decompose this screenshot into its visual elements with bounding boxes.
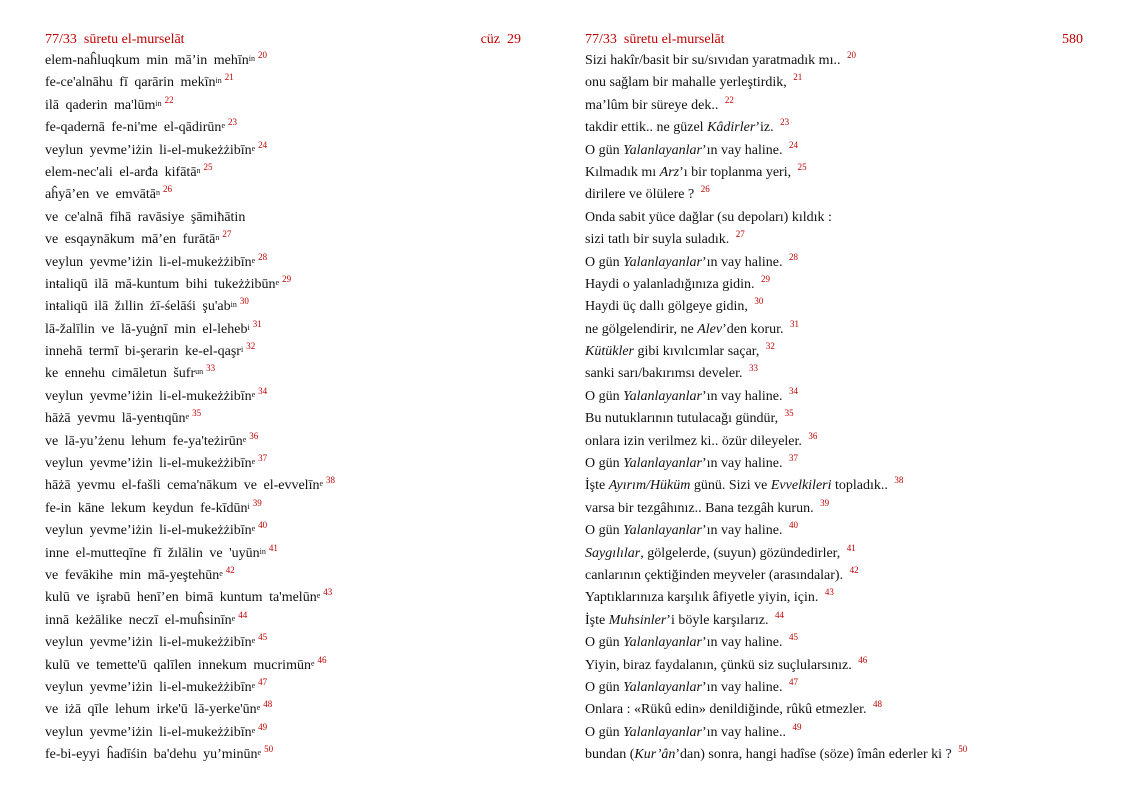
verse-number: 22	[164, 94, 174, 105]
translation-text: Yiyin, biraz faydalanın, çünkü siz suçlularsınız.	[585, 657, 856, 673]
verse-number: 27	[735, 229, 745, 240]
verse-line	[45, 587, 521, 609]
translation-line	[585, 296, 1083, 318]
translation-text: onu sağlam bir mahalle yerleştirdik,	[585, 75, 791, 91]
verse-number: 28	[258, 251, 268, 262]
verse-line	[45, 72, 521, 94]
translation-line	[585, 341, 1083, 363]
translation-text: Yaptıklarınıza karşılık âfiyetle yiyin, için.	[585, 590, 822, 606]
translation-text: canlarının çektiğinden meyveler (arasındalar).	[585, 567, 847, 583]
verse-text: hāżā yevmu el-fašli cema'nākum ve el-evvelīn	[45, 478, 320, 494]
verse-number: 32	[765, 341, 775, 352]
translation-text: O gün	[585, 679, 624, 695]
verse-text: fe-qadernā fe-ni'me el-qādirūn	[45, 120, 222, 136]
verse-ending: e	[257, 748, 262, 758]
verse-number: 39	[820, 497, 830, 508]
verse-line	[45, 408, 521, 430]
verse-line	[45, 341, 521, 363]
verse-number: 20	[258, 50, 268, 60]
translation-text: Haydi o yalanladığınıza gidin.	[585, 276, 759, 292]
translation-text: ’ın vay haline.	[701, 523, 786, 539]
translation-line	[585, 117, 1083, 139]
translation-text: O gün	[585, 254, 624, 270]
translation-text: İşte	[585, 612, 609, 628]
verse-line	[45, 610, 521, 632]
verse-text: veylun yevme’iżin li-el-mukeżżibīn	[45, 724, 252, 740]
verse-line	[45, 655, 521, 677]
verse-ending: e	[251, 680, 256, 690]
verse-ending: e	[256, 703, 261, 713]
verse-number: 35	[192, 408, 202, 419]
verse-ending: e	[251, 255, 256, 265]
translation-text: Onlara : «Rükû edin» denildiğinde, rûkû etmezler.	[585, 702, 870, 718]
translation-text: dirilere ve ölülere ?	[585, 187, 698, 203]
verse-ending: i	[247, 501, 250, 511]
verse-number: 32	[246, 341, 256, 352]
verse-number: 33	[748, 363, 758, 374]
verse-number: 35	[784, 408, 794, 419]
verse-number: 38	[326, 475, 336, 486]
page-number: 580	[1062, 32, 1083, 47]
translation-text: sanki sarı/bakırımsı develer.	[585, 366, 746, 382]
translation-line	[585, 587, 1083, 609]
translation-line	[585, 252, 1083, 274]
verse-line	[45, 184, 521, 206]
translation-line	[585, 50, 1083, 72]
emphasized-term: Yalanlayanlar	[623, 456, 702, 472]
verse-text: inŧaliqū ilā žıllin żī-śelāśi şu'ab	[45, 299, 231, 315]
translation-text: Haydi üç dallı gölgeye gidin,	[585, 299, 752, 315]
translation-text: ’ın vay haline.	[701, 456, 786, 472]
verse-number: 31	[252, 318, 262, 329]
translation-line	[585, 72, 1083, 94]
verse-line	[45, 319, 521, 341]
verse-ending: n	[196, 165, 201, 175]
translation-text: varsa bir tezgâhınız.. Bana tezgâh kurun.	[585, 500, 818, 516]
verse-line	[45, 744, 521, 766]
translation-text: ’ın vay haline..	[701, 724, 790, 740]
verse-ending: e	[251, 389, 256, 399]
translation-text: İşte	[585, 478, 609, 494]
translation-line	[585, 520, 1083, 542]
emphasized-term: Arz	[659, 164, 680, 180]
verse-line	[45, 520, 521, 542]
verse-text: fe-bi-eyyi ĥadīśin ba'dehu yu’minūn	[45, 747, 258, 763]
verse-number: 42	[225, 564, 235, 575]
verse-number: 48	[872, 699, 882, 710]
translation-text: ’den korur.	[722, 321, 787, 337]
translation-text: Onda sabit yüce dağlar (su depoları) kıldık :	[585, 209, 832, 225]
emphasized-term: Yalanlayanlar	[623, 679, 702, 695]
verse-text: ve ce'alnā fīhā ravāsiye şāmiħātin	[45, 209, 246, 225]
translation-line	[585, 162, 1083, 184]
verse-text: fe-in kāne lekum keydun fe-kīdūn	[45, 500, 248, 516]
verse-line	[45, 475, 521, 497]
left-verse-list	[45, 50, 521, 767]
verse-number: 28	[788, 251, 798, 262]
verse-number: 29	[761, 273, 771, 284]
translation-line	[585, 386, 1083, 408]
verse-number: 43	[824, 587, 834, 598]
translation-text: ’ı bir toplanma yeri,	[679, 164, 795, 180]
verse-text: ilā qaderin ma'lūm	[45, 97, 156, 113]
verse-line	[45, 162, 521, 184]
translation-line	[585, 655, 1083, 677]
verse-number: 29	[282, 273, 292, 284]
verse-line	[45, 207, 521, 229]
verse-ending: e	[251, 524, 256, 534]
verse-number: 26	[162, 184, 172, 195]
translation-text: topladık..	[831, 478, 892, 494]
verse-line	[45, 296, 521, 318]
verse-ending: e	[310, 658, 315, 668]
verse-ending: e	[185, 412, 190, 422]
translation-text: ne gölgelendirir, ne	[585, 321, 698, 337]
translation-line	[585, 610, 1083, 632]
verse-number: 50	[958, 744, 968, 755]
verse-text: ke ennehu cimāletun šufr	[45, 366, 196, 382]
translation-text: O gün	[585, 388, 624, 404]
verse-number: 46	[317, 654, 327, 665]
verse-text: ve esqaynākum mā’en furātā	[45, 232, 216, 248]
verse-number: 40	[258, 520, 268, 531]
right-page-translation	[585, 30, 1083, 767]
verse-ending: e	[242, 434, 247, 444]
verse-ending: n	[215, 233, 220, 243]
verse-number: 34	[788, 385, 798, 396]
verse-line	[45, 498, 521, 520]
verse-ending: e	[251, 725, 256, 735]
verse-number: 44	[238, 609, 248, 620]
verse-number: 49	[792, 721, 802, 732]
verse-number: 37	[258, 453, 268, 464]
verse-number: 43	[323, 587, 333, 598]
verse-number: 34	[258, 385, 268, 396]
verse-text: veylun yevme’iżin li-el-mukeżżibīn	[45, 254, 252, 270]
translation-line	[585, 431, 1083, 453]
verse-number: 39	[252, 497, 262, 508]
left-surah-title: 77/33 sūretu el-murselāt	[45, 32, 185, 47]
verse-text: aĥyā’en ve emvātā	[45, 187, 156, 203]
translation-text: O gün	[585, 635, 624, 651]
left-juz-label: cüz 29	[480, 32, 521, 47]
verse-number: 21	[793, 72, 803, 83]
left-page-transliteration	[45, 30, 521, 767]
translation-line	[585, 363, 1083, 385]
translation-text: bundan (	[585, 747, 635, 763]
translation-line	[585, 677, 1083, 699]
verse-text: innehā termī bi-şerarin ke-el-qaşr	[45, 344, 241, 360]
verse-line	[45, 386, 521, 408]
verse-ending: e	[221, 121, 225, 131]
verse-number: 22	[724, 94, 734, 105]
verse-number: 41	[846, 542, 856, 553]
emphasized-term: Evvelkileri	[770, 478, 832, 494]
translation-text: ma’lûm bir süreye dek..	[585, 97, 722, 113]
verse-line	[45, 50, 521, 72]
verse-number: 48	[263, 699, 273, 710]
verse-text: veylun yevme’iżin li-el-mukeżżibīn	[45, 456, 252, 472]
right-page-header	[585, 30, 1083, 50]
verse-line	[45, 431, 521, 453]
emphasized-term: Kur’ân	[634, 747, 676, 763]
verse-line	[45, 543, 521, 565]
verse-number: 42	[849, 564, 859, 575]
verse-ending: i	[247, 322, 250, 332]
translation-text: ’dan) sonra, hangi hadîse (söze) îmân ederler ki ?	[675, 747, 956, 763]
translation-line	[585, 475, 1083, 497]
translation-line	[585, 699, 1083, 721]
verse-text: innā keżālike neczī el-muĥsinīn	[45, 612, 232, 628]
verse-line	[45, 274, 521, 296]
verse-number: 24	[258, 139, 268, 150]
translation-text: O gün	[585, 523, 624, 539]
translation-text: Sizi hakîr/basit bir su/sıvıdan yaratmadık mı..	[585, 53, 844, 68]
translation-line	[585, 543, 1083, 565]
verse-line	[45, 252, 521, 274]
verse-ending: e	[251, 636, 256, 646]
translation-line	[585, 408, 1083, 430]
translation-line	[585, 722, 1083, 744]
verse-number: 27	[222, 229, 232, 240]
translation-text: O gün	[585, 456, 624, 472]
verse-line	[45, 363, 521, 385]
verse-line	[45, 565, 521, 587]
translation-text: ’iz.	[755, 120, 778, 136]
verse-number: 23	[780, 117, 790, 128]
verse-number: 46	[858, 654, 868, 665]
verse-number: 38	[894, 475, 904, 486]
verse-ending: e	[275, 277, 280, 287]
translation-line	[585, 229, 1083, 251]
verse-ending: n	[155, 188, 160, 198]
emphasized-term: Kütükler	[585, 344, 634, 360]
emphasized-term: Yalanlayanlar	[623, 523, 702, 539]
verse-line	[45, 677, 521, 699]
verse-text: ve fevākihe min mā-yeştehūn	[45, 567, 220, 583]
verse-text: veylun yevme’iżin li-el-mukeżżibīn	[45, 635, 252, 651]
translation-line	[585, 274, 1083, 296]
verse-number: 49	[258, 721, 268, 732]
verse-line	[45, 453, 521, 475]
verse-line	[45, 117, 521, 139]
translation-line	[585, 184, 1083, 206]
verse-number: 36	[808, 430, 818, 441]
right-surah-title: 77/33 sūretu el-murselāt	[585, 32, 725, 47]
verse-number: 36	[249, 430, 259, 441]
translation-text: ’ın vay haline.	[701, 388, 786, 404]
emphasized-term: Yalanlayanlar	[623, 388, 702, 404]
verse-number: 30	[239, 296, 249, 307]
translation-line	[585, 207, 1083, 229]
verse-text: fe-ce'alnāhu fī qarārin mekīn	[45, 75, 216, 91]
verse-ending: e	[251, 143, 256, 153]
verse-number: 45	[258, 632, 268, 643]
translation-text: gibi kıvılcımlar saçar,	[634, 344, 763, 360]
verse-number: 24	[788, 139, 798, 150]
emphasized-term: Saygılılar	[585, 545, 641, 561]
emphasized-term: Yalanlayanlar	[623, 635, 702, 651]
translation-line	[585, 632, 1083, 654]
translation-text: , gölgelerde, (suyun) gözündedirler,	[640, 545, 844, 561]
verse-number: 33	[206, 363, 216, 374]
emphasized-term: Ayırım/Hüküm	[608, 478, 691, 494]
verse-ending: e	[231, 613, 236, 623]
left-page-header	[45, 30, 521, 50]
verse-text: elem-nec'ali el-arđa kifātā	[45, 164, 197, 180]
translation-line	[585, 319, 1083, 341]
emphasized-term: Muhsinler	[608, 612, 667, 628]
emphasized-term: Kâdirler	[707, 120, 756, 136]
verse-number: 25	[797, 161, 807, 172]
verse-line	[45, 95, 521, 117]
right-verse-list	[585, 50, 1083, 767]
verse-line	[45, 632, 521, 654]
translation-line	[585, 498, 1083, 520]
translation-text: O gün	[585, 142, 624, 158]
translation-text: ’i böyle karşılarız.	[666, 612, 773, 628]
translation-text: Kılmadık mı	[585, 164, 660, 180]
verse-number: 44	[775, 609, 785, 620]
verse-ending: in	[155, 98, 162, 108]
verse-number: 21	[224, 72, 234, 83]
emphasized-term: Yalanlayanlar	[623, 254, 702, 270]
translation-text: sizi tatlı bir suyla suladık.	[585, 232, 733, 248]
emphasized-term: Yalanlayanlar	[623, 142, 702, 158]
verse-ending: in	[215, 76, 222, 86]
translation-line	[585, 744, 1083, 766]
verse-ending: in	[230, 300, 237, 310]
verse-number: 41	[268, 542, 278, 553]
translation-text: ’ın vay haline.	[701, 679, 786, 695]
verse-ending: in	[259, 546, 266, 556]
verse-number: 47	[788, 676, 798, 687]
verse-number: 45	[788, 632, 798, 643]
verse-number: 25	[203, 161, 213, 172]
verse-number: 50	[264, 744, 274, 755]
emphasized-term: Alev	[697, 321, 723, 337]
verse-ending: un	[195, 367, 204, 377]
verse-text: ve iżā qīle lehum irke'ū lā-yerke'ūn	[45, 702, 257, 718]
verse-ending: e	[319, 479, 324, 489]
translation-text: takdir ettik.. ne güzel	[585, 120, 708, 136]
verse-ending: i	[240, 345, 244, 355]
verse-ending: e	[251, 457, 256, 467]
translation-line	[585, 565, 1083, 587]
translation-line	[585, 140, 1083, 162]
verse-text: inŧaliqū ilā mā-kuntum bihi tukeżżibūn	[45, 276, 276, 292]
translation-text: onlara izin verilmez ki.. özür dileyeler.	[585, 433, 806, 449]
translation-text: Bu nutuklarının tutulacağı gündür,	[585, 411, 782, 427]
verse-line	[45, 229, 521, 251]
verse-text: ve lā-yu’żenu lehum fe-ya'teżirūn	[45, 433, 243, 449]
translation-text: ’ın vay haline.	[701, 254, 786, 270]
verse-number: 37	[788, 453, 798, 464]
translation-line	[585, 95, 1083, 117]
translation-text: günü. Sizi ve	[690, 478, 771, 494]
verse-number: 30	[754, 296, 764, 307]
translation-text: ’ın vay haline.	[701, 635, 786, 651]
verse-text: hāżā yevmu lā-yenŧıqūn	[45, 411, 186, 427]
verse-number: 40	[788, 520, 798, 531]
verse-text: veylun yevme’iżin li-el-mukeżżibīn	[45, 679, 252, 695]
verse-ending: e	[219, 568, 223, 578]
verse-number: 47	[258, 676, 268, 687]
verse-text: inne el-mutteqīne fī žılālin ve 'uyūn	[45, 545, 260, 561]
translation-text: O gün	[585, 724, 624, 740]
verse-text: veylun yevme’iżin li-el-mukeżżibīn	[45, 523, 252, 539]
verse-number: 26	[700, 184, 710, 195]
verse-text: kulū ve temette'ū qalīlen innekum mucrimūn	[45, 657, 311, 673]
emphasized-term: Yalanlayanlar	[623, 724, 702, 740]
verse-number: 23	[228, 117, 237, 128]
translation-line	[585, 453, 1083, 475]
verse-ending: in	[248, 54, 256, 63]
verse-line	[45, 140, 521, 162]
verse-text: veylun yevme’iżin li-el-mukeżżibīn	[45, 388, 252, 404]
verse-number: 20	[846, 50, 856, 60]
verse-text: elem-naĥluqkum min mā’in mehīn	[45, 53, 249, 68]
verse-number: 31	[790, 318, 799, 329]
verse-line	[45, 699, 521, 721]
verse-text: lā-žalīlin ve lā-yuġnī min el-leheb	[45, 321, 248, 337]
verse-text: kulū ve işrabū henī’en bimā kuntum ta'melūn	[45, 590, 317, 606]
verse-text: veylun yevme’iżin li-el-mukeżżibīn	[45, 142, 252, 158]
verse-ending: e	[316, 591, 321, 601]
verse-line	[45, 722, 521, 744]
translation-text: ’ın vay haline.	[701, 142, 786, 158]
